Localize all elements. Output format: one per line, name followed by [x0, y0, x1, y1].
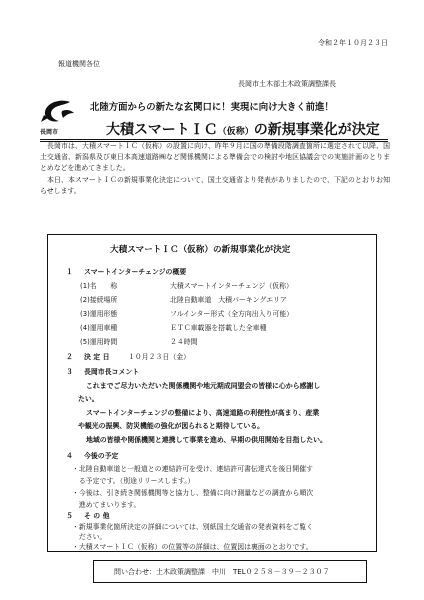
schedule-line: ・今後は、引き続き関係機関等と協力し、整備に向け測量などの調査から順次: [72, 489, 314, 497]
title-rule-top: [40, 139, 388, 140]
section-3-heading: 長岡市長コメント: [84, 368, 140, 376]
press-date: 令和２年１０月２３日: [318, 39, 388, 47]
spec-value: 大積スマートインターチェンジ（仮称）: [170, 282, 293, 290]
spec-value: フルインター形式（全方向出入り可能）: [170, 310, 294, 318]
section-5-heading: そ の 他: [84, 512, 110, 520]
spec-label: (2)接続場所: [80, 296, 118, 304]
section-4-number: ４: [66, 452, 73, 460]
spec-label: (3)運用形態: [80, 310, 118, 318]
section-1-number: １: [66, 268, 73, 276]
summary-box-title: 大積スマートＩＣ（仮称）の新規事業化が決定: [110, 245, 291, 255]
other-line: ・大積スマートＩＣ（仮称）の位置等の詳細は、位置図は裏面のとおりです。: [72, 543, 313, 551]
section-2-number: ２: [66, 353, 73, 361]
comment-line: 地域の皆様や関係機関と連携して事業を進め、早期の供用開始を目指したい。: [86, 436, 327, 444]
headline: 北陸方面からの新たな玄関口に！実現に向け大きく前進！: [90, 102, 334, 113]
section-1-heading: スマートインターチェンジの概要: [84, 268, 187, 276]
section-2-heading: 決 定 日: [84, 353, 110, 361]
spec-value: 北陸自動車道 大積パーキングエリア: [170, 296, 287, 304]
decision-date: １０月２３日（金）: [128, 353, 191, 361]
other-line: ・新規事業化箇所決定の詳細については、別紙国土交通省の発表資料をご覧く: [72, 523, 314, 531]
issuer: 長岡市土木部土木政策調整課長: [238, 80, 336, 88]
spec-label: (5)運用時間: [80, 338, 118, 346]
logo-caption: 長岡市: [40, 129, 59, 136]
comment-line: たい。: [78, 395, 99, 403]
section-5-number: ５: [66, 512, 73, 520]
lead-paragraph-1: 長岡市は、大積スマートＩＣ（仮称）の設置に向け、昨年９月に国の準備段階調査箇所に選定されて以降、国土交通省、新潟県及び東日本高速道路㈱など関係機関による準備会での検討や地区協議会での実施計画のとりまとめなどを進めてきました。: [40, 142, 390, 173]
title-paren: （仮称）: [217, 127, 254, 137]
comment-line: や観光の振興、防災機能の強化が図られると期待している。: [78, 422, 265, 430]
recipient: 報道機関各位: [58, 60, 100, 68]
schedule-line: ・北陸自動車道と一般道との連結許可を受け、連結許可書伝達式を後日開催す: [72, 465, 313, 473]
lead-paragraphs: [40, 141, 390, 197]
lead-paragraph-2: 本日、本スマートＩＣの新規事業化決定について、国土交通省より発表がありましたので、下記のとおりお知らせします。: [40, 175, 390, 195]
other-line: ださい。: [72, 533, 107, 541]
spec-value: ＥＴＣ車載器を搭載した全車種: [170, 324, 267, 332]
spec-label: (1)名 称: [80, 282, 118, 290]
title-tail: の新規事業化が決定: [253, 122, 380, 138]
nagaoka-city-logo-icon: [40, 97, 78, 125]
title-main: 大積スマートＩＣ: [106, 122, 218, 138]
section-3-number: ３: [66, 368, 73, 376]
schedule-line: 進めてまいります。: [72, 501, 141, 509]
comment-line: これまでご尽力いただいた関係機関や地元期成同盟会の皆様に心から感謝し: [86, 382, 321, 390]
schedule-line: る予定です。（別途リリースします。）: [72, 477, 195, 485]
spec-value: ２４時間: [170, 338, 198, 346]
comment-line: スマートインターチェンジの整備により、高速道路の利便性が高まり、産業: [86, 409, 320, 417]
page-title: [106, 119, 380, 139]
section-4-heading: 今後の予定: [84, 452, 119, 460]
spec-label: (4)運用車種: [80, 324, 118, 332]
contact-info: 問い合わせ：土木政策調整課 中川 TEL０２５８－３９－２３０７: [114, 568, 330, 576]
